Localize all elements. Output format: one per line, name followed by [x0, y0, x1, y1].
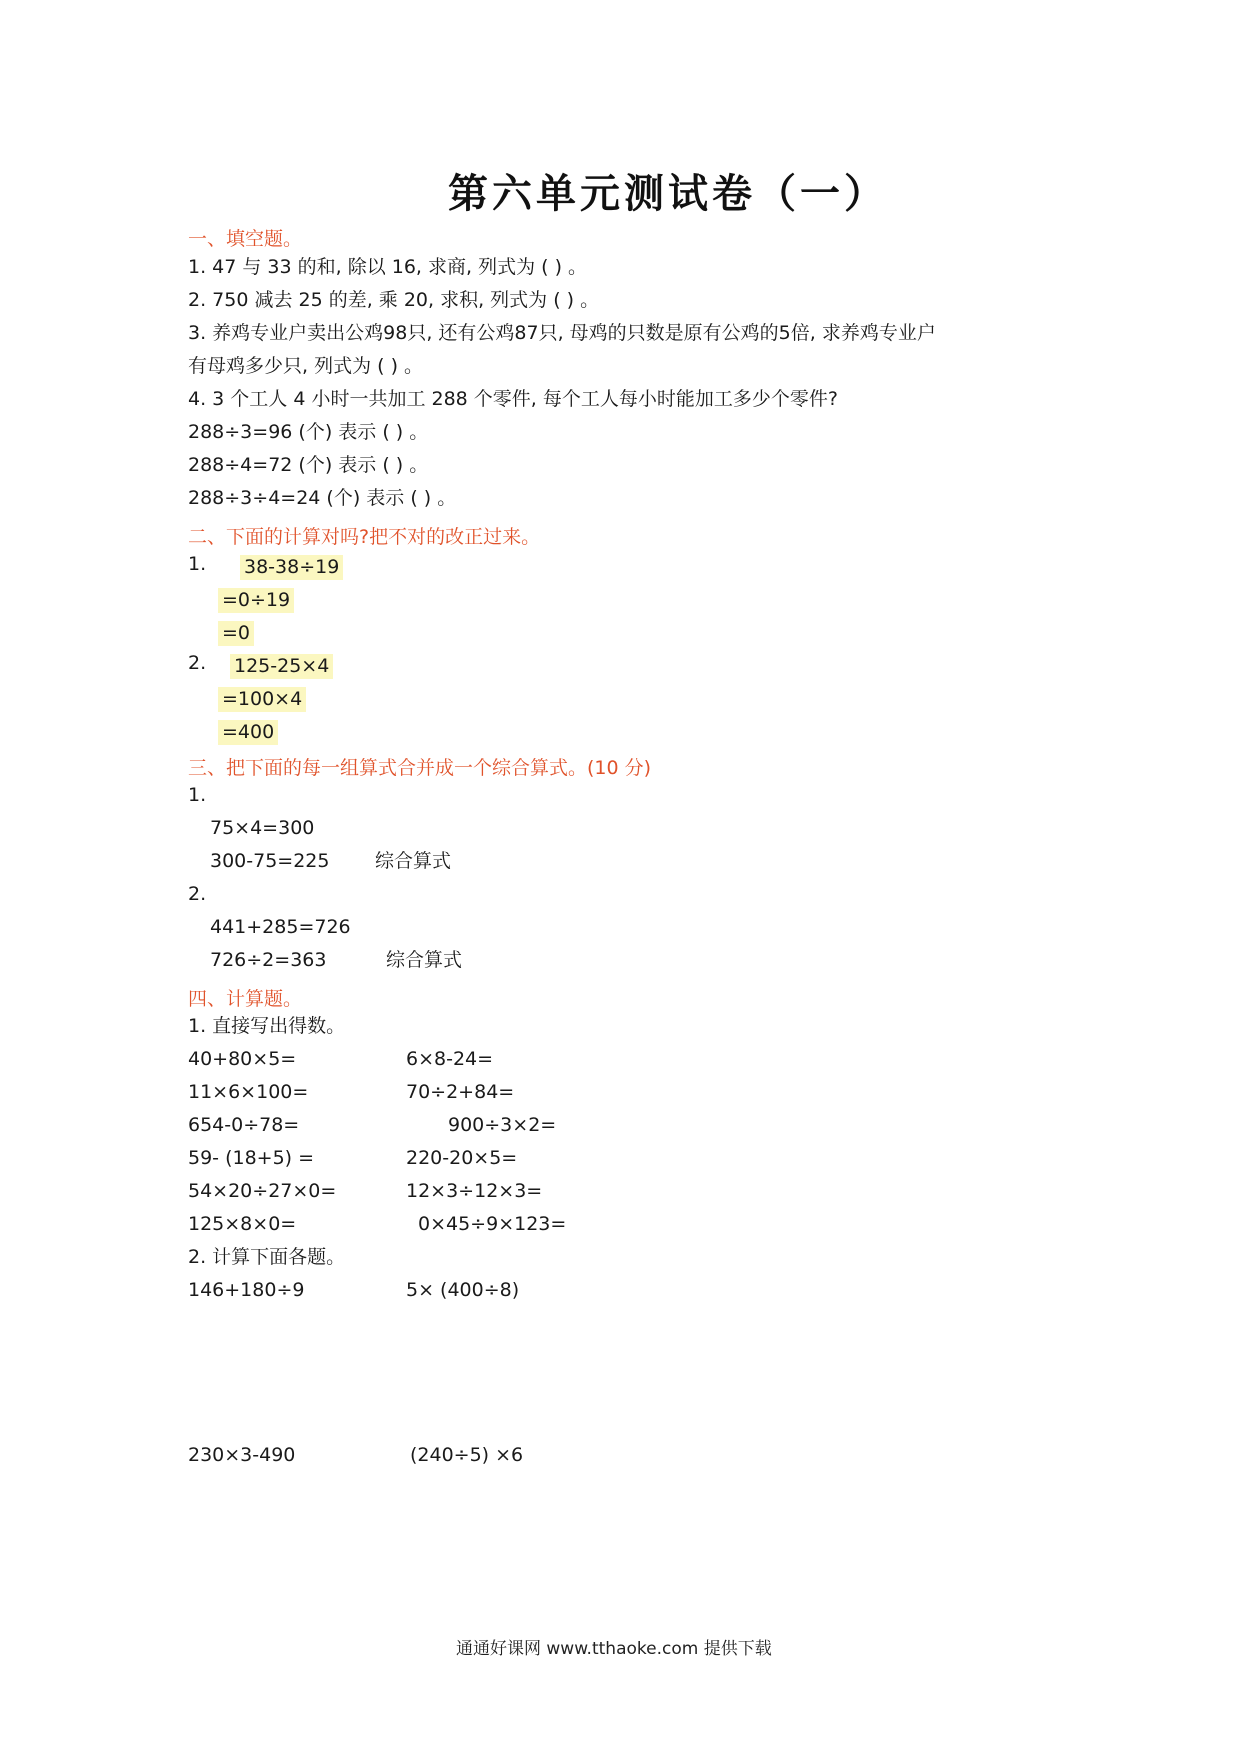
- footer-source: 通通好课网 www.tthaoke.com 提供下载: [456, 1639, 772, 1659]
- oral-item: 40+80×5=: [188, 1048, 297, 1070]
- group-2-combined-label: 综合算式: [386, 949, 463, 971]
- problem-2-number: 2.: [188, 652, 207, 674]
- section-heading-correction: 二、下面的计算对吗?把不对的改正过来。: [188, 526, 541, 548]
- subsection-oral: 1. 直接写出得数。: [188, 1015, 346, 1037]
- calc-item: (240÷5) ×6: [410, 1444, 524, 1466]
- section-heading-calculation: 四、计算题。: [188, 988, 303, 1010]
- calc-item: 146+180÷9: [188, 1279, 305, 1301]
- question-3-line-2: 有母鸡多少只, 列式为 ( ) 。: [188, 355, 424, 377]
- problem-1-number: 1.: [188, 553, 207, 575]
- oral-item: 220-20×5=: [406, 1147, 518, 1169]
- calc-item: 5× (400÷8): [406, 1279, 520, 1301]
- section-heading-fill-blank: 一、填空题。: [188, 228, 303, 250]
- problem-2-line-1: 125-25×4: [230, 654, 333, 679]
- question-4-c: 288÷3÷4=24 (个) 表示 ( ) 。: [188, 487, 457, 509]
- section-heading-combine: 三、把下面的每一组算式合并成一个综合算式。(10 分): [188, 757, 652, 779]
- problem-2-line-2: =100×4: [218, 687, 306, 712]
- group-1-line-1: 75×4=300: [210, 817, 315, 839]
- oral-item: 11×6×100=: [188, 1081, 309, 1103]
- oral-item: 12×3÷12×3=: [406, 1180, 543, 1202]
- group-2-line-1: 441+285=726: [210, 916, 351, 938]
- oral-item: 70÷2+84=: [406, 1081, 515, 1103]
- problem-1-line-1: 38-38÷19: [240, 555, 343, 580]
- question-1: 1. 47 与 33 的和, 除以 16, 求商, 列式为 ( ) 。: [188, 256, 588, 278]
- problem-1-line-2: =0÷19: [218, 588, 294, 613]
- question-2: 2. 750 减去 25 的差, 乘 20, 求积, 列式为 ( ) 。: [188, 289, 600, 311]
- oral-item: 54×20÷27×0=: [188, 1180, 337, 1202]
- problem-2-line-3: =400: [218, 720, 278, 745]
- oral-item: 654-0÷78=: [188, 1114, 300, 1136]
- page-title: 第六单元测试卷（一）: [448, 170, 888, 217]
- calc-item: 230×3-490: [188, 1444, 296, 1466]
- oral-item: 6×8-24=: [406, 1048, 494, 1070]
- group-1-line-2: 300-75=225: [210, 850, 330, 872]
- group-1-number: 1.: [188, 784, 207, 806]
- oral-item: 900÷3×2=: [448, 1114, 557, 1136]
- question-4-a: 288÷3=96 (个) 表示 ( ) 。: [188, 421, 429, 443]
- subsection-written: 2. 计算下面各题。: [188, 1246, 346, 1268]
- question-4-b: 288÷4=72 (个) 表示 ( ) 。: [188, 454, 429, 476]
- problem-1-line-3: =0: [218, 621, 254, 646]
- group-2-number: 2.: [188, 883, 207, 905]
- group-1-combined-label: 综合算式: [375, 850, 452, 872]
- group-2-line-2: 726÷2=363: [210, 949, 327, 971]
- oral-item: 125×8×0=: [188, 1213, 297, 1235]
- question-3-line-1: 3. 养鸡专业户卖出公鸡98只, 还有公鸡87只, 母鸡的只数是原有公鸡的5倍, 求养鸡专业户: [188, 322, 936, 344]
- oral-item: 0×45÷9×123=: [418, 1213, 567, 1235]
- question-4: 4. 3 个工人 4 小时一共加工 288 个零件, 每个工人每小时能加工多少个零件?: [188, 388, 838, 410]
- oral-item: 59- (18+5) =: [188, 1147, 315, 1169]
